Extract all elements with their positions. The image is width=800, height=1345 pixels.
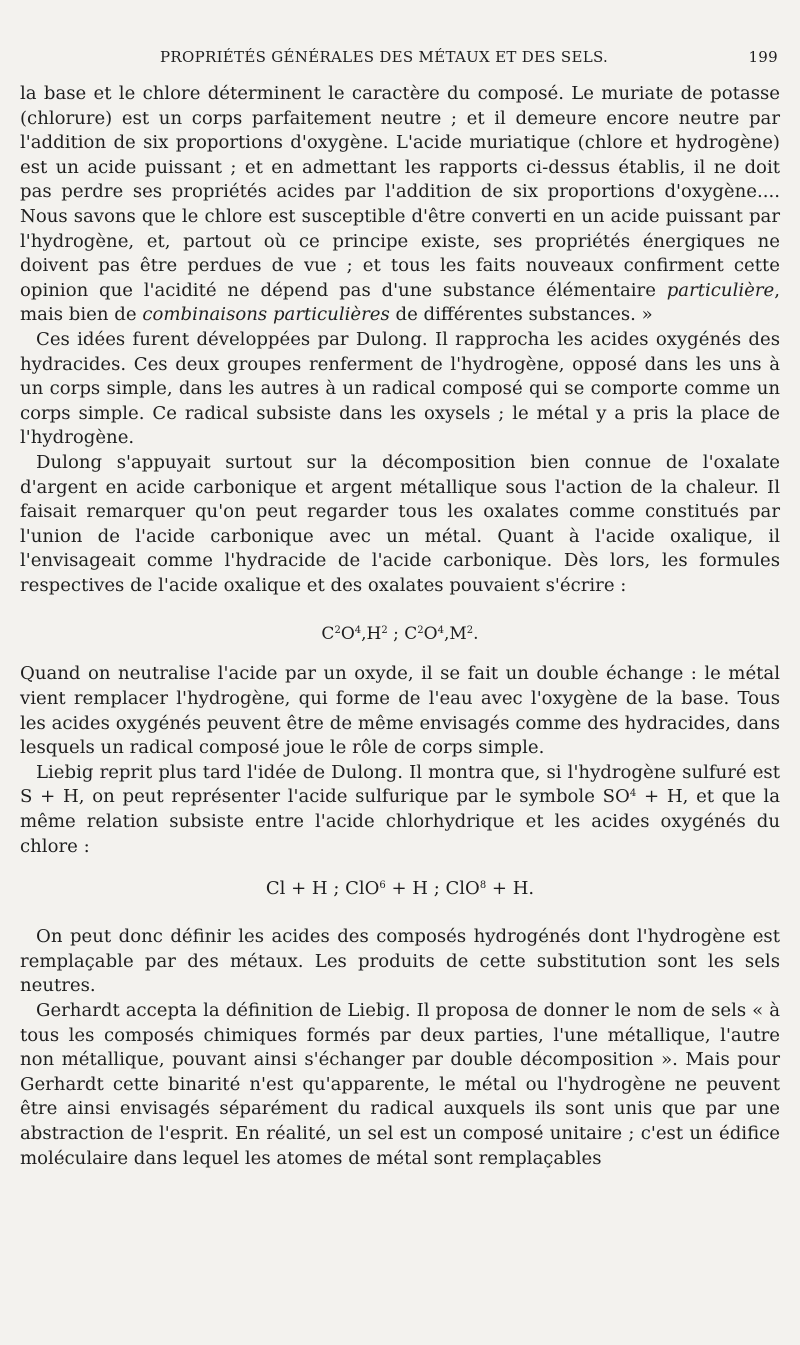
paragraph-neutralisation: Quand on neutralise l'acide par un oxyde, il se fait un double échange : le métal vient remplacer l'hydrogène, qui forme de l'eau avec l'oxygène de la base. Tous les acides oxygénés peuvent être de même envisagés comme des hydracides, dans lesquels un radical composé joue le rôle de corps simple. [20, 663, 780, 759]
page-header [20, 48, 778, 70]
paragraph-liebig: Liebig reprit plus tard l'idée de Dulong. Il montra que, si l'hydrogène sulfuré est S + H, on peut représenter l'acide sulfurique par le symbole $SO^4 + H$, et que la même relation subsiste entre l'acide chlorhydrique et les acides oxygénés du chlore : [20, 761, 780, 857]
paragraph-dulong-oxalate: Dulong s'appuyait surtout sur la décomposition bien connue de l'oxalate d'argent en acide carbonique et argent métallique sous l'action de la chaleur. Il faisait remarquer qu'on peut regarder tous les oxalates comme constitués par l'union de l'acide carbonique avec un métal. Quant à l'acide oxalique, il l'envisageait comme l'hydracide de l'acide carbonique. Dès lors, les formules respectives de l'acide oxalique et des oxalates pouvaient s'écrire : [20, 451, 780, 596]
paragraph-quote-end [20, 82, 780, 328]
formula-chlorine-acids: Cl + H ; ClO$^6$ + H ; ClO$^8$ + H. [265, 878, 535, 900]
formula-oxalic: $C^2O^4,H^2$ ; $C^2O^4,M^2$. [321, 624, 479, 645]
p1-italic-2: combinaisons particulières [142, 304, 390, 326]
p1-text-c: de différentes substances. » [395, 304, 653, 326]
p1-text-a: la base et le chlore déterminent le caractère du composé. Le muriate de potasse (chlorure) est un corps parfaitement neutre ; et il demeure encore neutre par l'addition de six proportions d'oxygène. L'acide muriatique (chlore et hydrogène) est un acide puissant ; et en admettant les rapports ci-dessus établis, il ne doit pas perdre ses propriétés acides par l'addition de six proportions d'oxygène.... Nous savons que le chlore est susceptible d'être converti en un acide puissant par l'hydrogène, et, partout où ce principe existe, ses propriétés énergiques ne doivent pas être perdues de vue ; et tous les faits nouveaux confirment cette opinion que l'acidité ne dépend pas d'une substance élémentaire [20, 83, 780, 301]
p1-text-b: , mais bien de [20, 279, 780, 326]
page-number: 199 [748, 48, 778, 66]
paragraph-dulong-ideas: Ces idées furent développées par Dulong. Il rapprocha les acides oxygénés des hydracides. Ces deux groupes renferment de l'hydrogène, opposé dans les uns à un corps simple, dans les autres à un radical composé qui se comporte comme un corps simple. Ce radical subsiste dans les oxysels ; le métal y a pris la place de l'hydrogène. [20, 328, 780, 449]
p1-italic-1: particulière [666, 279, 775, 301]
paragraph-definition: On peut donc définir les acides des composés hydrogénés dont l'hydrogène est remplaçable par des métaux. Les produits de cette substitution sont les sels neutres. [20, 926, 780, 997]
paragraph-gerhardt: Gerhardt accepta la définition de Liebig. Il proposa de donner le nom de sels « à tous les composés chimiques formés par deux parties, l'une métallique, l'autre non métallique, pouvant ainsi s'échanger par double décomposition ». Mais pour Gerhardt cette binarité n'est qu'apparente, le métal ou l'hydrogène ne peuvent être ainsi envisagés séparément du radical auxquels ils sont unis que par une abstraction de l'esprit. En réalité, un sel est un composé unitaire ; c'est un édifice moléculaire dans lequel les atomes de métal sont remplaçables [20, 1000, 780, 1169]
page-body [20, 82, 780, 1171]
running-title: PROPRIÉTÉS GÉNÉRALES DES MÉTAUX ET DES SELS. [160, 48, 609, 66]
